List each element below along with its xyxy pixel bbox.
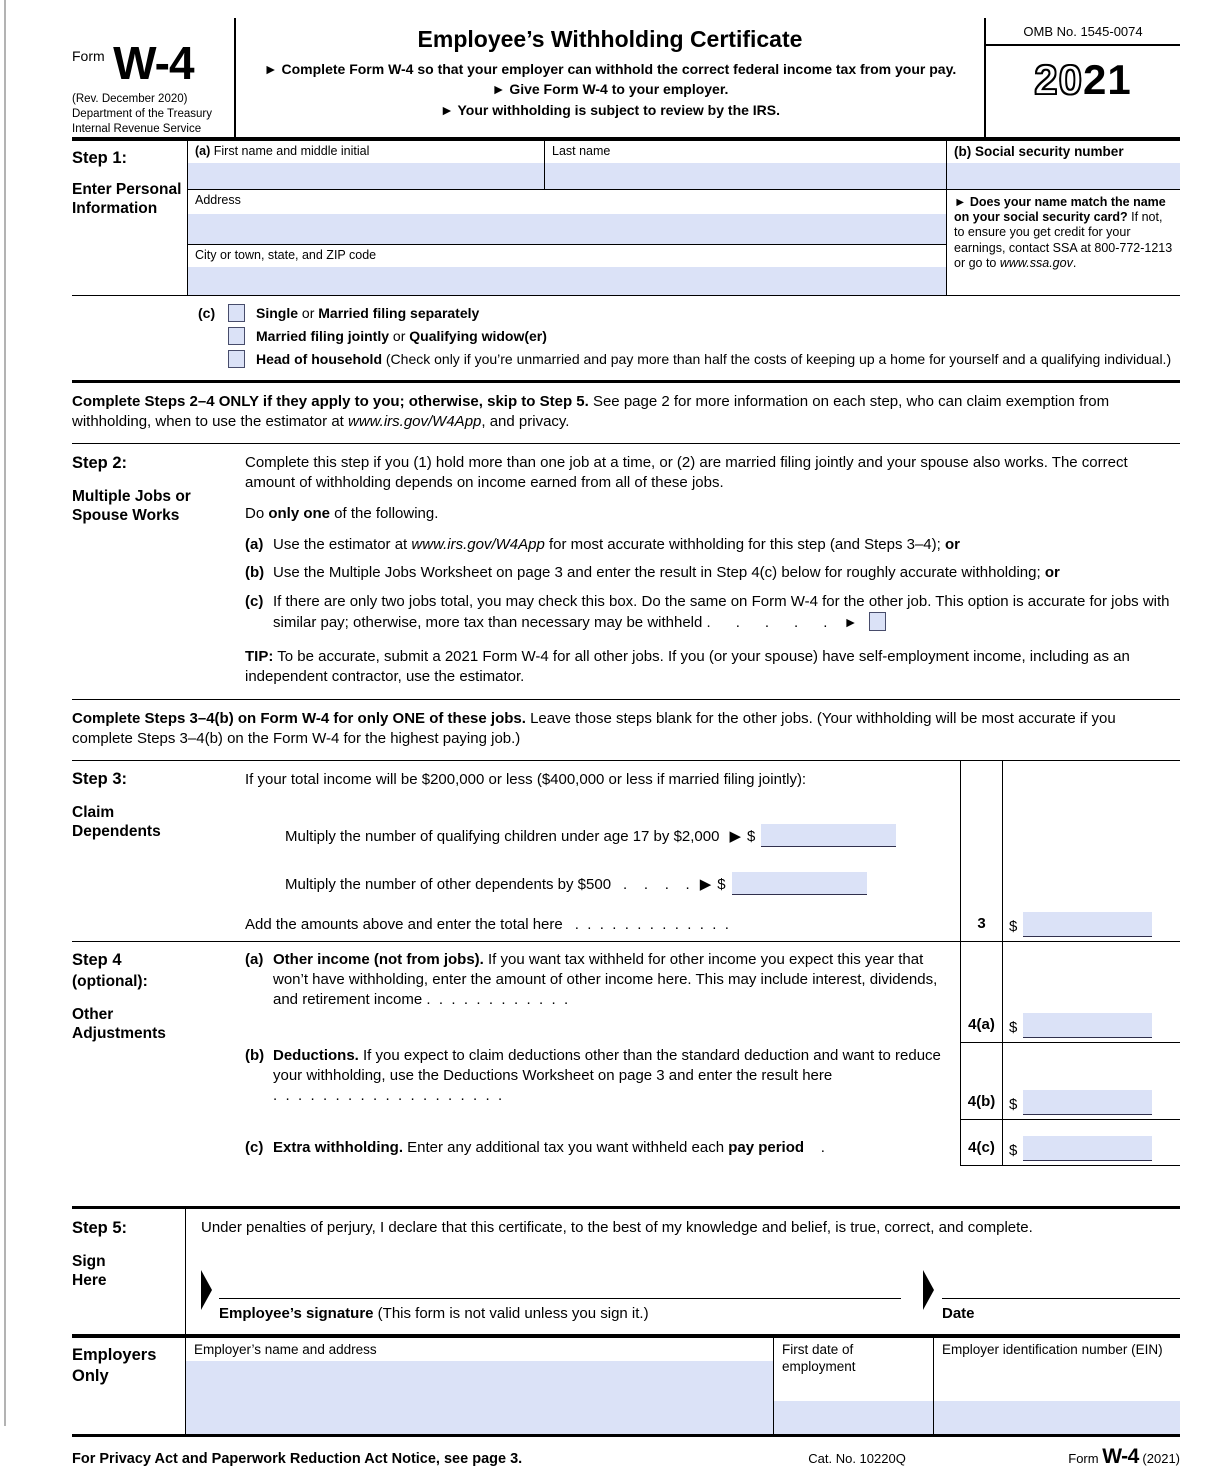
signature-date-field[interactable] [942,1268,1180,1299]
form-word: Form [72,48,105,64]
dollar-sign: $ [717,876,726,894]
notice24-end: , and privacy. [481,412,570,430]
deductions-field[interactable] [1023,1090,1152,1115]
employers-only-section [72,1336,1180,1437]
tax-year-solid: 21 [1083,56,1132,103]
dollar-sign: $ [1009,1019,1018,1037]
form-number: W-4 [113,37,194,89]
step2b-tag: (b) [245,564,265,582]
arrow-right-icon: ▶ [699,876,712,894]
dot-leader: . . . . . [706,614,828,632]
step4-subheading: Other Adjustments [72,1005,166,1042]
qualifying-children-amount-field[interactable] [761,824,896,847]
step4c-line-number: 4(c) [960,1120,1002,1166]
two-jobs-checkbox[interactable] [869,612,886,631]
dollar-sign: $ [1009,1096,1018,1114]
dot-leader: . . . . . . . . . . . . . [574,916,729,934]
single-label: Single [256,304,299,321]
form-dept: Department of the Treasury [72,107,212,120]
dollar-sign: $ [747,828,756,846]
form-title-block [234,18,984,137]
perjury-statement: Under penalties of perjury, I declare that this certificate, to the best of my knowledge and belief, is true, correct, and complete. [201,1219,1033,1236]
ein-label: Employer identification number (EIN) [942,1341,1163,1357]
step4-heading2: (optional): [72,972,148,990]
step2a-tag: (a) [245,535,264,553]
last-name-field[interactable] [545,163,946,189]
first-name-field[interactable] [188,163,544,189]
step2-heading: Step 2: [72,453,128,472]
step2-paragraph1: Complete this step if you (1) hold more than one job at a time, or (2) are married filing jointly and your spouse also works. The correct amount of withholding depends on income earned from all of these jobs. [245,453,1128,491]
step4c-bold: Extra withholding. [273,1139,403,1157]
step2a-post: for most accurate withholding for this step (and Steps 3–4); [544,535,945,553]
date-arrow-icon [923,1270,934,1310]
step4b-bold: Deductions. [273,1047,359,1064]
dot-leader: . . . . . . . . . . . . . . . . . . . [273,1086,503,1104]
qualifying-widow-label: Qualifying widow(er) [409,327,547,344]
step3-intro: If your total income will be $200,000 or less ($400,000 or less if married filing jointly): [245,771,807,788]
ssa-note-bold: ► Does your name match the name on your social security card? [954,194,1166,225]
step2c-tag: (c) [245,593,264,611]
steps-2-4-notice [72,383,1180,443]
employer-name-label: Employer’s name and address [194,1341,377,1357]
step3-subheading: Claim Dependents [72,804,161,841]
married-jointly-checkbox[interactable] [228,327,245,345]
step2-section [72,444,1180,700]
step3-children-text: Multiply the number of qualifying children under age 17 by $2,000 [285,828,720,846]
employers-only-heading: Employers Only [72,1345,157,1385]
step4a-text: If you want tax withheld for other income you expect this year that won’t have withholding, enter the amount of other income here. This may include interest, dividends, and retirement income [273,951,938,1008]
employee-signature-field[interactable] [219,1268,901,1299]
notice34-text: Leave those steps blank for the other jobs. (Your withholding will be most accurate if you complete Steps 3–4(b) on the Form W-4 for the highest paying job.) [72,710,1116,748]
step3-line-number: 3 [960,899,1002,941]
step4c-text: Enter any additional tax you want withheld each [403,1139,729,1157]
form-id-block [72,18,234,137]
estimator-link: www.irs.gov/W4App [348,412,482,430]
tip-text: To be accurate, submit a 2021 Form W-4 for all other jobs. If you (or your spouse) have self-employment income, including as an independent contractor, use the estimator. [245,648,1130,686]
w4-form-page [72,18,1180,1469]
step2-do: Do [245,504,269,522]
married-jointly-label: Married filing jointly [256,327,390,344]
date-label: Date [942,1304,975,1322]
extra-withholding-field[interactable] [1023,1136,1152,1161]
step3-others-text: Multiply the number of other dependents by $500 [285,876,612,894]
catalog-number: Cat. No. 10220Q [808,1450,906,1466]
step2b-text: Use the Multiple Jobs Worksheet on page 3 and enter the result in Step 4(c) below for roughly accurate withholding; [273,564,1045,582]
privacy-act-notice: For Privacy Act and Paperwork Reduction Act Notice, see page 3. [72,1450,523,1467]
ssn-tag: (b) [954,143,972,159]
step4b-line-number: 4(b) [960,1030,1002,1120]
married-separately-label: Married filing separately [318,304,480,321]
step1-heading: Step 1: [72,148,128,167]
address-label: Address [195,192,241,207]
step1-subheading: Enter Personal Information [72,180,182,218]
ein-field[interactable] [934,1401,1180,1434]
address-field[interactable] [188,214,946,244]
step3-section [72,760,1180,942]
tip-label: TIP: [245,648,274,666]
arrow-right-icon: ► [439,101,454,118]
signature-arrow-icon [201,1270,212,1310]
scan-edge-line [4,0,6,1426]
step2-only-one: only one [268,504,331,522]
married-jointly-or: or [389,327,410,344]
step4c-tag: (c) [245,1139,264,1157]
dot-leader: . [808,1139,825,1157]
step4c-bold2: pay period [728,1139,805,1157]
step4b-text: If you expect to claim deductions other than the standard deduction and want to reduce your withholding, use the Deductions Worksheet on page 3 and enter the result here [273,1047,941,1084]
notice24-text: See page 2 for more information on each step, who can claim exemption from withholding, when to use the estimator at [72,392,1110,430]
arrow-right-icon: ► [843,614,858,631]
arrow-right-icon: ► [491,81,506,98]
ssn-label: Social security number [975,143,1124,159]
single-checkbox[interactable] [228,304,245,322]
notice24-bold: Complete Steps 2–4 ONLY if they apply to you; otherwise, skip to Step 5. [72,392,589,410]
footer-year: (2021) [1142,1450,1180,1466]
step5-section [72,1206,1180,1336]
step2-subheading: Multiple Jobs or Spouse Works [72,487,191,524]
step3-total-text: Add the amounts above and enter the total here [245,916,563,934]
step2a-pre: Use the estimator at [273,535,412,553]
head-of-household-note: (Check only if you’re unmarried and pay more than half the costs of keeping up a home for yourself and a qualifying individual.) [382,350,1172,367]
form-agency: Internal Revenue Service [72,122,202,135]
steps-3-4b-notice [72,700,1180,760]
step3-heading: Step 3: [72,770,128,788]
city-label: City or town, state, and ZIP code [195,247,377,262]
step4-heading: Step 4 [72,951,122,969]
dependents-total-field[interactable] [1023,912,1152,937]
step4a-line-number: 4(a) [960,942,1002,1043]
step4b-tag: (b) [245,1047,265,1064]
omb-number: OMB No. 1545-0074 [986,18,1180,46]
signature-caption-bold: Employee’s signature [219,1304,374,1322]
step2a-link: www.irs.gov/W4App [411,535,545,553]
ssa-note [947,189,1180,295]
first-name-label: First name and middle initial [213,143,370,158]
page-title: Employee’s Withholding Certificate [417,26,803,52]
header-instruction-1: Complete Form W-4 so that your employer can withhold the correct federal income tax from your pay. [281,61,957,77]
step4a-bold: Other income (not from jobs). [273,951,484,968]
first-name-tag: (a) [195,143,211,158]
header-instruction-2: Give Form W-4 to your employer. [509,81,729,98]
ssn-field[interactable] [947,163,1180,189]
first-date-label: First date of employment [782,1341,856,1374]
step4-section [72,942,1180,1206]
filing-status-tag: (c) [198,304,216,321]
dot-leader: . . . . [623,876,690,894]
single-or: or [298,304,319,321]
other-dependents-amount-field[interactable] [732,872,867,895]
last-name-label: Last name [552,143,611,158]
step5-subheading: Sign Here [72,1252,107,1290]
header-instruction-3: Your withholding is subject to review by the IRS. [457,101,781,118]
step4a-tag: (a) [245,951,264,968]
signature-caption-rest: (This form is not valid unless you sign it.) [373,1304,649,1322]
step2c-text: If there are only two jobs total, you may check this box. Do the same on Form W-4 for the other job. This option is accurate for jobs with similar pay; otherwise, more tax than necessary may be withheld [273,593,1170,632]
step1-section [72,141,1180,296]
filing-status-section [72,296,1180,383]
ssa-note-end: . [1072,255,1077,270]
step5-heading: Step 5: [72,1219,128,1237]
head-of-household-label: Head of household [256,350,382,367]
step2b-or: or [1044,564,1060,582]
step2a-or: or [944,535,960,553]
dot-leader: . . . . . . . . . . . . [426,990,569,1008]
footer-form-word: Form [1068,1450,1099,1466]
arrow-right-icon: ► [263,61,278,77]
form-header [72,18,1180,141]
form-footer [72,1437,1180,1469]
ssa-link: www.ssa.gov [999,255,1073,270]
tax-year-outline: 20 [1034,56,1083,103]
dollar-sign: $ [1009,1142,1018,1160]
footer-form-number: W-4 [1102,1444,1139,1468]
dollar-sign: $ [1009,918,1018,936]
employer-name-field[interactable] [186,1361,773,1434]
city-field[interactable] [188,267,946,295]
step2-following: of the following. [330,504,439,522]
first-date-field[interactable] [774,1401,933,1434]
arrow-right-icon: ▶ [729,828,741,846]
omb-year-block [984,18,1180,137]
form-revision: (Rev. December 2020) [72,93,188,105]
head-of-household-checkbox[interactable] [228,350,245,368]
notice34-bold: Complete Steps 3–4(b) on Form W-4 for only ONE of these jobs. [72,710,526,728]
ssa-note-text: If not, to ensure you get credit for your earnings, contact SSA at 800-772-1213 or go to [954,210,1173,270]
